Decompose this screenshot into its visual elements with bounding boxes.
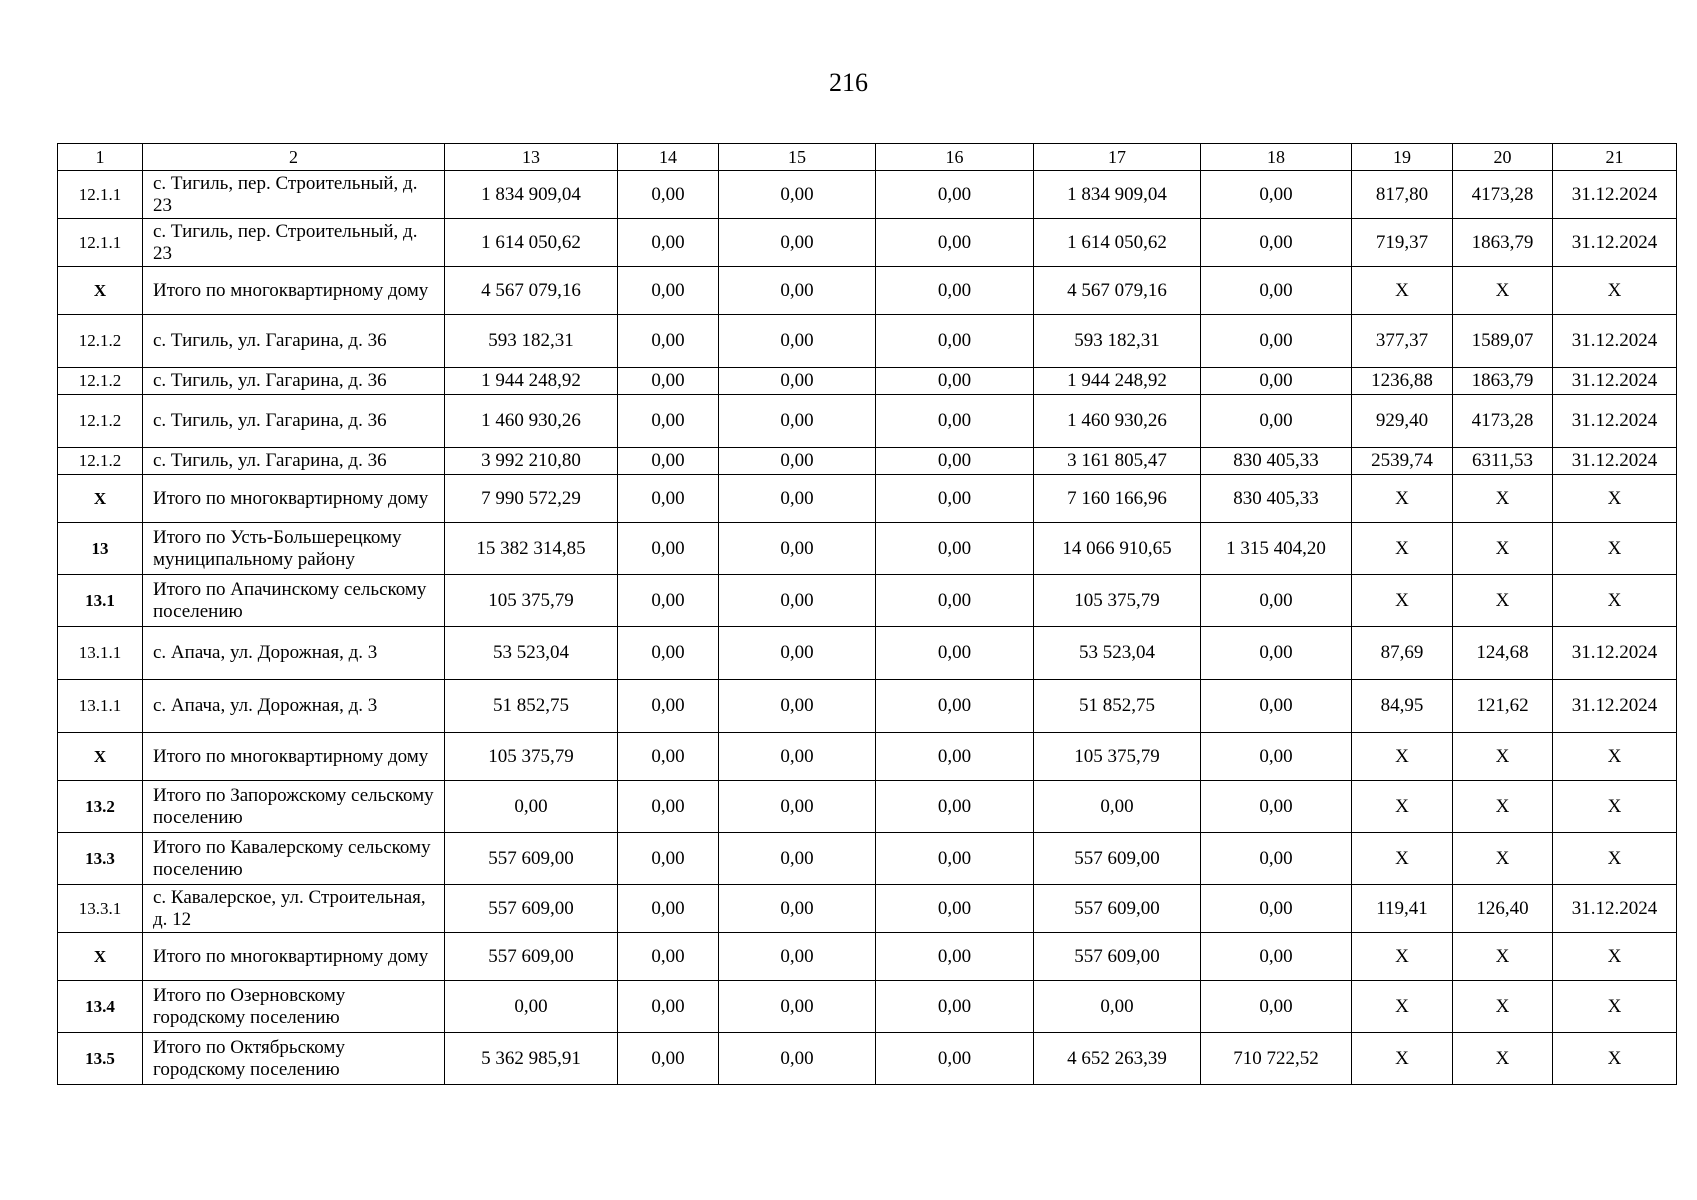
cell-col-19: X [1352,781,1453,833]
cell-col-16: 0,00 [876,885,1034,933]
cell-col-18: 0,00 [1201,933,1352,981]
cell-col-18: 0,00 [1201,733,1352,781]
cell-col-19: X [1352,981,1453,1033]
cell-col-16: 0,00 [876,368,1034,395]
cell-col-13: 557 609,00 [445,833,618,885]
cell-col-14: 0,00 [618,368,719,395]
cell-col-14: 0,00 [618,171,719,219]
cell-col-18: 1 315 404,20 [1201,523,1352,575]
cell-col-14: 0,00 [618,680,719,733]
cell-col-18: 0,00 [1201,395,1352,448]
cell-col-17: 14 066 910,65 [1034,523,1201,575]
cell-col-15: 0,00 [719,171,876,219]
cell-col-13: 51 852,75 [445,680,618,733]
cell-col-13: 0,00 [445,981,618,1033]
subtotal-row [58,267,1677,315]
cell-col-16: 0,00 [876,1033,1034,1085]
cell-col-16: 0,00 [876,395,1034,448]
header-cell: 13 [445,144,618,171]
cell-address: с. Тигиль, пер. Строительный, д. 23 [143,171,445,219]
cell-col-14: 0,00 [618,781,719,833]
cell-col-16: 0,00 [876,733,1034,781]
cell-col-18: 830 405,33 [1201,448,1352,475]
cell-col-20: 1863,79 [1453,219,1553,267]
cell-col-21: 31.12.2024 [1553,171,1677,219]
cell-row-number: 13 [58,523,143,575]
cell-col-15: 0,00 [719,1033,876,1085]
cell-col-14: 0,00 [618,475,719,523]
header-cell: 20 [1453,144,1553,171]
header-cell: 17 [1034,144,1201,171]
header-cell: 15 [719,144,876,171]
cell-col-14: 0,00 [618,833,719,885]
cell-col-21: X [1553,523,1677,575]
cell-col-19: X [1352,267,1453,315]
cell-col-19: 84,95 [1352,680,1453,733]
cell-col-20: X [1453,1033,1553,1085]
cell-col-16: 0,00 [876,523,1034,575]
table-row [58,627,1677,680]
header-cell: 19 [1352,144,1453,171]
cell-row-number: 12.1.1 [58,219,143,267]
cell-col-19: X [1352,523,1453,575]
cell-row-number: 12.1.2 [58,368,143,395]
cell-col-21: 31.12.2024 [1553,448,1677,475]
table-body [58,144,1677,1085]
cell-col-13: 1 460 930,26 [445,395,618,448]
cell-col-21: 31.12.2024 [1553,219,1677,267]
cell-col-19: 119,41 [1352,885,1453,933]
cell-col-14: 0,00 [618,1033,719,1085]
cell-col-21: X [1553,475,1677,523]
cell-col-13: 557 609,00 [445,933,618,981]
cell-col-19: X [1352,1033,1453,1085]
cell-col-21: 31.12.2024 [1553,315,1677,368]
page-number: 216 [829,68,868,97]
cell-col-15: 0,00 [719,219,876,267]
cell-col-15: 0,00 [719,680,876,733]
cell-col-13: 1 834 909,04 [445,171,618,219]
cell-col-18: 0,00 [1201,680,1352,733]
cell-col-14: 0,00 [618,627,719,680]
cell-col-17: 105 375,79 [1034,733,1201,781]
cell-address: Итого по многоквартирному дому [143,475,445,523]
cell-col-19: 817,80 [1352,171,1453,219]
cell-col-13: 593 182,31 [445,315,618,368]
cell-col-20: 126,40 [1453,885,1553,933]
cell-col-14: 0,00 [618,733,719,781]
cell-col-13: 3 992 210,80 [445,448,618,475]
subtotal-row [58,833,1677,885]
cell-col-21: X [1553,733,1677,781]
cell-col-20: X [1453,933,1553,981]
cell-col-21: X [1553,781,1677,833]
cell-col-21: X [1553,575,1677,627]
cell-col-20: 4173,28 [1453,395,1553,448]
cell-col-16: 0,00 [876,981,1034,1033]
cell-col-20: 1589,07 [1453,315,1553,368]
cell-col-21: 31.12.2024 [1553,885,1677,933]
subtotal-row [58,575,1677,627]
cell-col-17: 557 609,00 [1034,885,1201,933]
cell-row-number: 13.3.1 [58,885,143,933]
cell-col-13: 1 944 248,92 [445,368,618,395]
cell-col-18: 0,00 [1201,315,1352,368]
cell-row-number: 13.4 [58,981,143,1033]
cell-col-18: 710 722,52 [1201,1033,1352,1085]
cell-row-number: X [58,933,143,981]
cell-col-14: 0,00 [618,885,719,933]
cell-col-21: 31.12.2024 [1553,680,1677,733]
subtotal-row [58,475,1677,523]
cell-col-21: X [1553,933,1677,981]
subtotal-row [58,981,1677,1033]
cell-col-17: 7 160 166,96 [1034,475,1201,523]
cell-col-19: 719,37 [1352,219,1453,267]
cell-col-21: X [1553,833,1677,885]
cell-col-19: 87,69 [1352,627,1453,680]
header-cell: 1 [58,144,143,171]
cell-address: с. Апача, ул. Дорожная, д. 3 [143,627,445,680]
cell-col-15: 0,00 [719,523,876,575]
cell-col-15: 0,00 [719,833,876,885]
subtotal-row [58,781,1677,833]
cell-col-13: 4 567 079,16 [445,267,618,315]
cell-col-18: 0,00 [1201,368,1352,395]
cell-col-20: 6311,53 [1453,448,1553,475]
cell-col-17: 3 161 805,47 [1034,448,1201,475]
cell-address: Итого по многоквартирному дому [143,933,445,981]
cell-address: с. Тигиль, ул. Гагарина, д. 36 [143,315,445,368]
cell-row-number: 13.1 [58,575,143,627]
cell-col-14: 0,00 [618,315,719,368]
cell-col-17: 4 567 079,16 [1034,267,1201,315]
cell-col-14: 0,00 [618,267,719,315]
cell-col-21: 31.12.2024 [1553,627,1677,680]
table-row [58,395,1677,448]
cell-address: Итого по Усть-Большерецкому муниципальному району [143,523,445,575]
cell-col-17: 4 652 263,39 [1034,1033,1201,1085]
cell-col-17: 51 852,75 [1034,680,1201,733]
cell-col-18: 0,00 [1201,627,1352,680]
cell-col-17: 1 834 909,04 [1034,171,1201,219]
header-cell: 14 [618,144,719,171]
table-row [58,219,1677,267]
cell-col-15: 0,00 [719,368,876,395]
cell-row-number: X [58,267,143,315]
cell-row-number: 13.5 [58,1033,143,1085]
cell-col-13: 0,00 [445,781,618,833]
cell-col-17: 557 609,00 [1034,933,1201,981]
cell-col-20: X [1453,475,1553,523]
cell-col-17: 53 523,04 [1034,627,1201,680]
cell-col-13: 557 609,00 [445,885,618,933]
cell-col-16: 0,00 [876,833,1034,885]
cell-address: с. Кавалерское, ул. Строительная, д. 12 [143,885,445,933]
cell-col-16: 0,00 [876,575,1034,627]
cell-col-16: 0,00 [876,781,1034,833]
cell-col-14: 0,00 [618,981,719,1033]
cell-address: Итого по Запорожскому сельскому поселению [143,781,445,833]
cell-row-number: 13.3 [58,833,143,885]
cell-address: с. Тигиль, пер. Строительный, д. 23 [143,219,445,267]
cell-col-20: 121,62 [1453,680,1553,733]
cell-col-16: 0,00 [876,448,1034,475]
cell-col-14: 0,00 [618,219,719,267]
data-table [57,143,1677,1085]
cell-col-15: 0,00 [719,448,876,475]
cell-address: Итого по Апачинскому сельскому поселению [143,575,445,627]
cell-col-18: 0,00 [1201,267,1352,315]
cell-col-15: 0,00 [719,733,876,781]
cell-col-16: 0,00 [876,627,1034,680]
cell-col-20: X [1453,267,1553,315]
cell-col-15: 0,00 [719,315,876,368]
cell-col-13: 105 375,79 [445,575,618,627]
cell-col-14: 0,00 [618,395,719,448]
cell-col-17: 0,00 [1034,981,1201,1033]
subtotal-row [58,933,1677,981]
cell-col-18: 0,00 [1201,981,1352,1033]
cell-col-13: 7 990 572,29 [445,475,618,523]
cell-address: Итого по Озерновскому городскому поселению [143,981,445,1033]
subtotal-row [58,1033,1677,1085]
cell-col-19: X [1352,475,1453,523]
cell-col-13: 53 523,04 [445,627,618,680]
cell-col-21: 31.12.2024 [1553,395,1677,448]
cell-address: Итого по многоквартирному дому [143,267,445,315]
cell-col-15: 0,00 [719,933,876,981]
cell-col-16: 0,00 [876,267,1034,315]
cell-row-number: 13.1.1 [58,627,143,680]
cell-row-number: X [58,475,143,523]
cell-address: с. Апача, ул. Дорожная, д. 3 [143,680,445,733]
cell-col-13: 1 614 050,62 [445,219,618,267]
cell-col-17: 1 614 050,62 [1034,219,1201,267]
cell-col-17: 105 375,79 [1034,575,1201,627]
table-row [58,315,1677,368]
cell-col-16: 0,00 [876,933,1034,981]
cell-col-15: 0,00 [719,575,876,627]
cell-address: с. Тигиль, ул. Гагарина, д. 36 [143,448,445,475]
table-row [58,448,1677,475]
header-cell: 16 [876,144,1034,171]
cell-row-number: 13.2 [58,781,143,833]
cell-col-19: 377,37 [1352,315,1453,368]
table-row [58,885,1677,933]
cell-col-18: 830 405,33 [1201,475,1352,523]
cell-col-14: 0,00 [618,933,719,981]
cell-row-number: 12.1.2 [58,395,143,448]
cell-col-21: X [1553,981,1677,1033]
cell-col-19: X [1352,933,1453,981]
cell-col-21: 31.12.2024 [1553,368,1677,395]
cell-row-number: 12.1.2 [58,448,143,475]
cell-col-15: 0,00 [719,781,876,833]
cell-col-13: 15 382 314,85 [445,523,618,575]
subtotal-row [58,523,1677,575]
cell-col-18: 0,00 [1201,171,1352,219]
cell-col-14: 0,00 [618,575,719,627]
cell-col-17: 1 460 930,26 [1034,395,1201,448]
cell-col-16: 0,00 [876,680,1034,733]
cell-address: с. Тигиль, ул. Гагарина, д. 36 [143,395,445,448]
cell-col-20: X [1453,981,1553,1033]
cell-row-number: 12.1.1 [58,171,143,219]
cell-col-15: 0,00 [719,981,876,1033]
cell-col-13: 105 375,79 [445,733,618,781]
cell-col-15: 0,00 [719,885,876,933]
cell-row-number: X [58,733,143,781]
cell-col-16: 0,00 [876,475,1034,523]
cell-col-13: 5 362 985,91 [445,1033,618,1085]
cell-col-17: 0,00 [1034,781,1201,833]
cell-col-19: 2539,74 [1352,448,1453,475]
cell-col-15: 0,00 [719,395,876,448]
cell-row-number: 12.1.2 [58,315,143,368]
cell-col-18: 0,00 [1201,219,1352,267]
cell-col-20: 1863,79 [1453,368,1553,395]
cell-col-20: X [1453,575,1553,627]
cell-row-number: 13.1.1 [58,680,143,733]
cell-col-15: 0,00 [719,475,876,523]
cell-col-20: 4173,28 [1453,171,1553,219]
table-row [58,171,1677,219]
cell-address: Итого по Кавалерскому сельскому поселению [143,833,445,885]
cell-col-14: 0,00 [618,448,719,475]
cell-col-20: X [1453,781,1553,833]
cell-col-21: X [1553,267,1677,315]
cell-col-20: X [1453,523,1553,575]
cell-col-18: 0,00 [1201,885,1352,933]
cell-col-17: 593 182,31 [1034,315,1201,368]
cell-col-15: 0,00 [719,627,876,680]
cell-address: с. Тигиль, ул. Гагарина, д. 36 [143,368,445,395]
cell-col-19: 929,40 [1352,395,1453,448]
cell-col-21: X [1553,1033,1677,1085]
cell-col-19: X [1352,733,1453,781]
header-cell: 2 [143,144,445,171]
cell-col-19: X [1352,833,1453,885]
header-row [58,144,1677,171]
cell-col-17: 557 609,00 [1034,833,1201,885]
cell-col-18: 0,00 [1201,833,1352,885]
cell-col-15: 0,00 [719,267,876,315]
header-cell: 21 [1553,144,1677,171]
cell-col-20: X [1453,833,1553,885]
header-cell: 18 [1201,144,1352,171]
table-row [58,368,1677,395]
cell-col-16: 0,00 [876,219,1034,267]
cell-col-16: 0,00 [876,315,1034,368]
cell-col-20: X [1453,733,1553,781]
cell-col-14: 0,00 [618,523,719,575]
cell-col-18: 0,00 [1201,781,1352,833]
cell-col-18: 0,00 [1201,575,1352,627]
cell-address: Итого по Октябрьскому городскому поселению [143,1033,445,1085]
cell-col-19: 1236,88 [1352,368,1453,395]
cell-address: Итого по многоквартирному дому [143,733,445,781]
cell-col-16: 0,00 [876,171,1034,219]
table-row [58,680,1677,733]
subtotal-row [58,733,1677,781]
cell-col-19: X [1352,575,1453,627]
cell-col-17: 1 944 248,92 [1034,368,1201,395]
cell-col-20: 124,68 [1453,627,1553,680]
